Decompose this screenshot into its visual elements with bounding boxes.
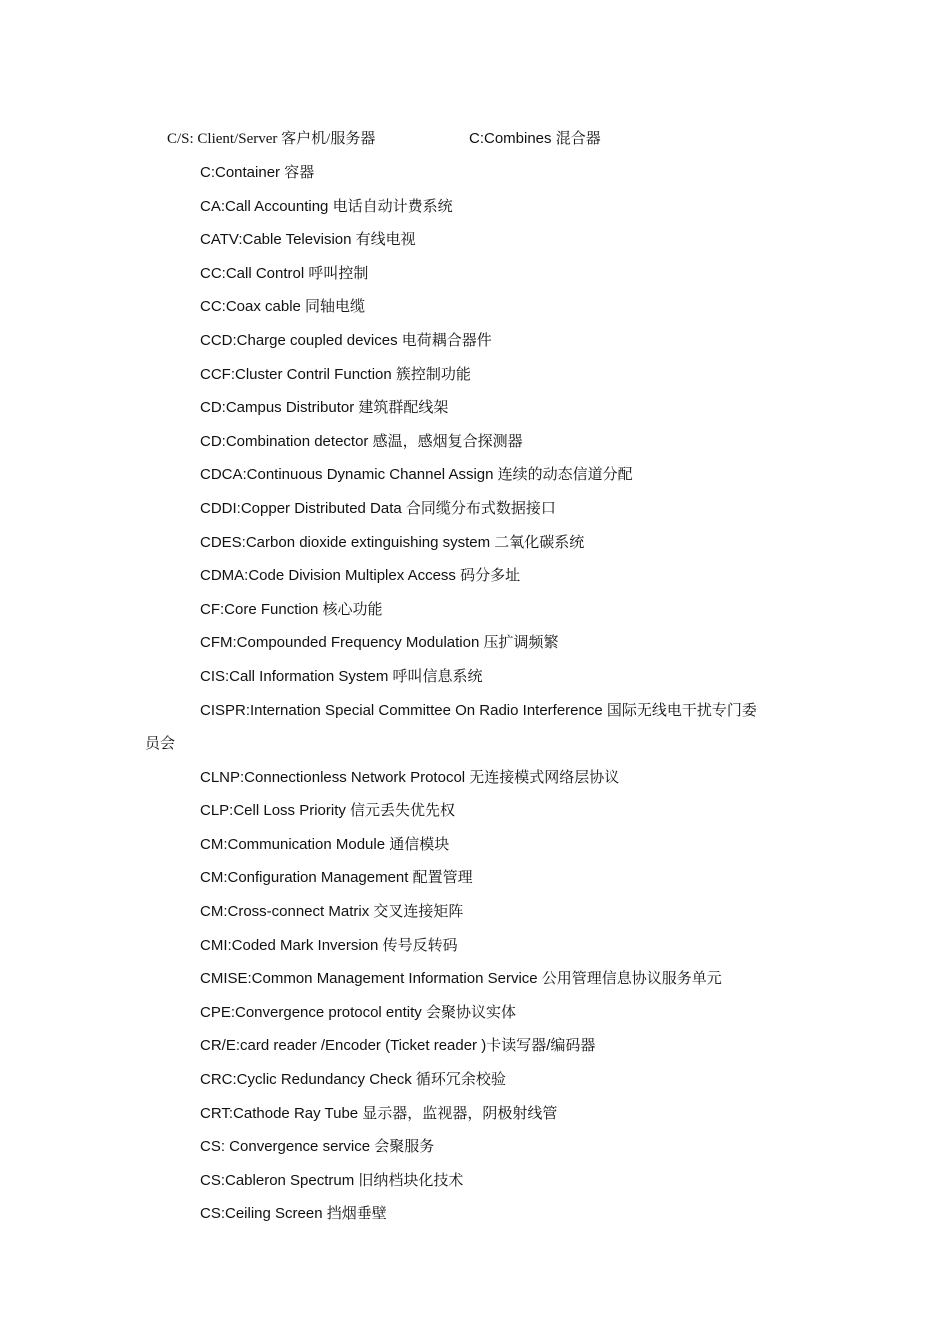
glossary-entry: CPE:Convergence protocol entity 会聚协议实体 bbox=[200, 1003, 516, 1021]
glossary-entry: CM:Cross-connect Matrix 交叉连接矩阵 bbox=[200, 903, 464, 921]
term-combines: C:Combines 混合器 bbox=[469, 130, 601, 147]
glossary-entry: CS: Convergence service 会聚服务 bbox=[200, 1138, 435, 1156]
glossary-entry: CDMA:Code Division Multiplex Access 码分多址 bbox=[200, 567, 521, 585]
glossary-entry: CC:Coax cable 同轴电缆 bbox=[200, 298, 366, 316]
glossary-entry: CRT:Cathode Ray Tube 显示器，监视器，阴极射线管 bbox=[200, 1104, 558, 1122]
glossary-entry: CDES:Carbon dioxide extinguishing system 二氧化碳系统 bbox=[200, 533, 585, 551]
glossary-entry: CISPR:Internation Special Committee On Radio Interference 国际无线电干扰专门委 bbox=[200, 701, 757, 719]
glossary-entry: CCD:Charge coupled devices 电荷耦合器件 bbox=[200, 331, 492, 349]
header-line bbox=[167, 127, 867, 151]
glossary-entry-continuation: 员会 bbox=[145, 735, 176, 753]
glossary-entry: CIS:Call Information System 呼叫信息系统 bbox=[200, 667, 483, 685]
glossary-entry: CRC:Cyclic Redundancy Check 循环冗余校验 bbox=[200, 1071, 506, 1089]
glossary-entry: CDDI:Copper Distributed Data 合同缆分布式数据接口 bbox=[200, 499, 556, 517]
glossary-entry: CD:Combination detector 感温，感烟复合探测器 bbox=[200, 432, 523, 450]
glossary-entry: CS:Ceiling Screen 挡烟垂壁 bbox=[200, 1205, 387, 1223]
glossary-entry: CM:Communication Module 通信模块 bbox=[200, 835, 450, 853]
glossary-entry: C:Container 容器 bbox=[200, 164, 315, 181]
glossary-list bbox=[145, 161, 820, 1236]
glossary-entry: CR/E:card reader /Encoder (Ticket reader )卡读写器/编码器 bbox=[200, 1037, 596, 1055]
glossary-entry: CDCA:Continuous Dynamic Channel Assign 连续的动态信道分配 bbox=[200, 466, 633, 484]
glossary-entry: CS:Cableron Spectrum 旧纳档块化技术 bbox=[200, 1171, 464, 1189]
glossary-entry: CATV:Cable Television 有线电视 bbox=[200, 231, 416, 249]
glossary-entry: CD:Campus Distributor 建筑群配线架 bbox=[200, 399, 449, 417]
term-cs-client-server: C/S: Client/Server 客户机/服务器 bbox=[167, 131, 376, 147]
glossary-entry: CF:Core Function 核心功能 bbox=[200, 600, 383, 618]
glossary-entry: CMISE:Common Management Information Service 公用管理信息协议服务单元 bbox=[200, 970, 722, 988]
glossary-entry: CLP:Cell Loss Priority 信元丢失优先权 bbox=[200, 802, 456, 820]
glossary-entry: CA:Call Accounting 电话自动计费系统 bbox=[200, 197, 453, 215]
glossary-entry: CLNP:Connectionless Network Protocol 无连接模式网络层协议 bbox=[200, 768, 620, 786]
glossary-entry: CC:Call Control 呼叫控制 bbox=[200, 264, 369, 282]
glossary-entry: CMI:Coded Mark Inversion 传号反转码 bbox=[200, 936, 458, 954]
glossary-entry: CM:Configuration Management 配置管理 bbox=[200, 869, 473, 887]
glossary-entry: CFM:Compounded Frequency Modulation 压扩调频繁 bbox=[200, 634, 559, 652]
glossary-entry: CCF:Cluster Contril Function 簇控制功能 bbox=[200, 365, 471, 383]
